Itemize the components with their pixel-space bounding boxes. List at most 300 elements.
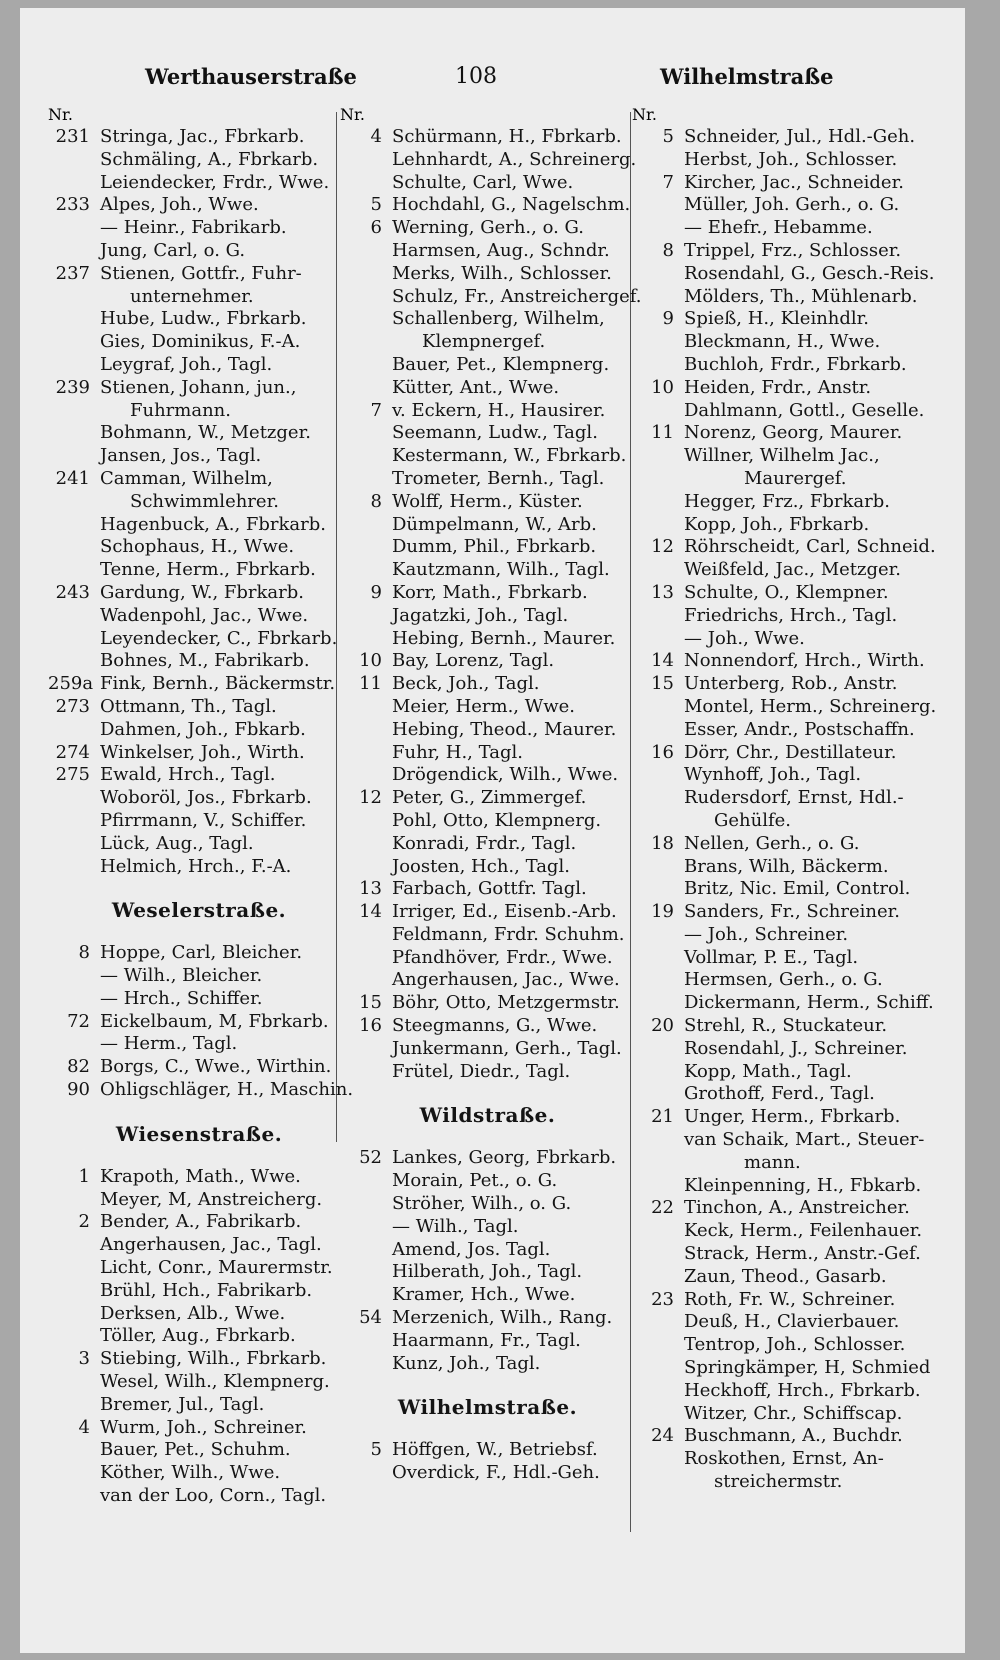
resident-name: Kopp, Math., Tagl.: [684, 1060, 852, 1082]
house-number: [48, 559, 100, 582]
resident-name: Merzenich, Wilh., Rang.: [392, 1307, 613, 1329]
house-number: [632, 1266, 684, 1289]
house-number: [340, 468, 392, 491]
house-number: [48, 286, 100, 309]
resident-name: Drögendick, Wilh., Wwe.: [392, 764, 619, 786]
resident-name: Willner, Wilhelm Jac.,: [684, 445, 880, 467]
house-number: [632, 878, 684, 901]
street-section: [48, 1102, 350, 1508]
directory-entry: [340, 742, 635, 765]
resident-name: Deuß, H., Clavierbauer.: [684, 1311, 900, 1333]
house-number: [340, 1038, 392, 1061]
resident-name: streichermstr.: [714, 1471, 843, 1493]
resident-name: Schulte, O., Klempner.: [684, 581, 889, 603]
house-number: [340, 719, 392, 742]
house-number: 8: [662, 239, 674, 261]
house-number: 259a: [48, 673, 94, 695]
resident-name: Ewald, Hrch., Tagl.: [100, 764, 276, 786]
resident-name: Kunz, Joh., Tagl.: [392, 1352, 541, 1374]
resident-name: Britz, Nic. Emil, Control.: [684, 878, 911, 900]
resident-name: Dickermann, Herm., Schiff.: [684, 992, 934, 1014]
directory-entry: [632, 1471, 957, 1494]
directory-entry: [632, 947, 957, 970]
directory-entry: [340, 1061, 635, 1084]
directory-entry: [632, 924, 957, 947]
directory-entry: [340, 559, 635, 582]
resident-name: unternehmer.: [130, 285, 254, 307]
resident-name: Ströher, Wilh., o. G.: [392, 1193, 572, 1215]
resident-name: Heckhoff, Hrch., Fbrkarb.: [684, 1379, 921, 1401]
directory-entry: [340, 810, 635, 833]
house-number: [632, 992, 684, 1015]
directory-entry: [48, 856, 350, 879]
house-number: 11: [651, 422, 674, 444]
house-number: [632, 491, 684, 514]
resident-name: Steegmanns, G., Wwe.: [392, 1015, 598, 1037]
column-2: [340, 104, 642, 1485]
resident-name: Röhrscheidt, Carl, Schneid.: [684, 536, 936, 558]
resident-name: Witzer, Chr., Schiffscap.: [684, 1402, 903, 1424]
directory-entry: [340, 878, 635, 901]
resident-name: Sanders, Fr., Schreiner.: [684, 901, 901, 923]
house-number: [340, 833, 392, 856]
resident-name: Springkämper, H, Schmied: [684, 1357, 931, 1379]
house-number: 7: [662, 171, 674, 193]
house-number: [48, 833, 100, 856]
house-number: [48, 1325, 100, 1348]
directory-entry: [632, 1175, 957, 1198]
house-number: [48, 491, 100, 514]
resident-name: Morain, Pet., o. G.: [392, 1170, 558, 1192]
house-number: [340, 149, 392, 172]
directory-entry: [48, 1211, 350, 1234]
house-number: [632, 286, 684, 309]
house-number: [48, 172, 100, 195]
house-number: [340, 947, 392, 970]
directory-entry: [632, 1289, 957, 1312]
directory-entry: [48, 1325, 350, 1348]
resident-name: Bleckmann, H., Wwe.: [684, 331, 881, 353]
house-number: [48, 536, 100, 559]
resident-name: Bay, Lorenz, Tagl.: [392, 650, 555, 672]
directory-entry: [632, 263, 957, 286]
directory-entry: [48, 1417, 350, 1440]
house-number: [632, 217, 684, 240]
directory-entry: [632, 422, 957, 445]
directory-entry: [632, 536, 957, 559]
directory-entry: [340, 1330, 635, 1353]
house-number: [340, 1353, 392, 1376]
house-number: [48, 1303, 100, 1326]
directory-entry: [48, 308, 350, 331]
house-number: [632, 810, 684, 833]
directory-entry: [48, 491, 350, 514]
house-number: [340, 354, 392, 377]
house-number: [632, 1083, 684, 1106]
directory-entry: [340, 172, 635, 195]
house-number: [340, 1330, 392, 1353]
resident-name: Konradi, Frdr., Tagl.: [392, 832, 577, 854]
resident-name: Stringa, Jac., Fbrkarb.: [100, 126, 305, 147]
resident-name: Hebing, Bernh., Maurer.: [392, 627, 616, 649]
resident-name: Zaun, Theod., Gasarb.: [684, 1265, 887, 1287]
house-number: 7: [370, 399, 382, 421]
directory-entry: [632, 514, 957, 537]
house-number: [48, 331, 100, 354]
resident-name: Wolff, Herm., Küster.: [392, 490, 583, 512]
house-number: [48, 1371, 100, 1394]
resident-name: Trometer, Bernh., Tagl.: [392, 467, 605, 489]
directory-entry: [632, 1061, 957, 1084]
directory-entry: [340, 377, 635, 400]
house-number: [632, 924, 684, 947]
directory-entry: [632, 810, 957, 833]
directory-entry: [632, 1243, 957, 1266]
resident-name: Feldmann, Frdr. Schuhm.: [392, 923, 625, 945]
house-number: [632, 1334, 684, 1357]
directory-entry: [632, 878, 957, 901]
directory-entry: [632, 354, 957, 377]
house-number: [340, 605, 392, 628]
house-number: [632, 1357, 684, 1380]
house-number: 16: [359, 1015, 382, 1037]
resident-name: Haarmann, Fr., Tagl.: [392, 1329, 581, 1351]
house-number: [632, 1129, 684, 1152]
street-section: [48, 126, 350, 878]
house-number: 13: [651, 581, 674, 603]
directory-entry: [632, 719, 957, 742]
house-number: [340, 172, 392, 195]
resident-name: Bremer, Jul., Tagl.: [100, 1393, 265, 1415]
directory-entry: [48, 354, 350, 377]
directory-entry: [632, 673, 957, 696]
house-number: [48, 1189, 100, 1212]
resident-name: Jansen, Jos., Tagl.: [100, 445, 262, 467]
directory-entry: [632, 468, 957, 491]
directory-entry: [48, 764, 350, 787]
resident-name: Dumm, Phil., Fbrkarb.: [392, 536, 597, 558]
resident-name: Schürmann, H., Fbrkarb.: [392, 126, 622, 147]
house-number: [632, 263, 684, 286]
resident-name: Tentrop, Joh., Schlosser.: [684, 1334, 906, 1356]
directory-entry: [340, 969, 635, 992]
directory-entry: [48, 400, 350, 423]
directory-entry: [632, 742, 957, 765]
resident-name: Joosten, Hch., Tagl.: [392, 855, 570, 877]
resident-name: — Wilh., Bleicher.: [100, 965, 263, 987]
house-number: [632, 1403, 684, 1426]
directory-entry: [340, 650, 635, 673]
directory-entry: [340, 1353, 635, 1376]
house-number: [340, 536, 392, 559]
resident-name: Schulz, Fr., Anstreichergef.: [392, 285, 642, 307]
directory-entry: [48, 650, 350, 673]
house-number: [632, 1061, 684, 1084]
house-number: 11: [359, 673, 382, 695]
directory-entry: [340, 924, 635, 947]
house-number: [340, 764, 392, 787]
resident-name: — Herm., Tagl.: [100, 1033, 238, 1055]
directory-entry: [632, 1448, 957, 1471]
directory-entry: [48, 1485, 350, 1508]
directory-entry: [48, 172, 350, 195]
house-number: 5: [662, 126, 674, 147]
resident-name: Montel, Herm., Schreinerg.: [684, 695, 937, 717]
house-number: [48, 1033, 100, 1056]
resident-name: Tenne, Herm., Fbrkarb.: [100, 559, 316, 581]
house-number: [48, 308, 100, 331]
column-3: [632, 104, 957, 1494]
street-section: [340, 126, 642, 1083]
house-number: [340, 696, 392, 719]
house-number: [48, 988, 100, 1011]
directory-entry: [48, 1348, 350, 1371]
house-number: [340, 1216, 392, 1239]
house-number: [632, 947, 684, 970]
nr-label: Nr.: [340, 105, 365, 124]
house-number: [632, 719, 684, 742]
resident-name: Fink, Bernh., Bäckermstr.: [100, 673, 336, 695]
street-section: [632, 126, 957, 1494]
resident-name: Tinchon, A., Anstreicher.: [684, 1197, 910, 1219]
resident-name: v. Eckern, H., Hausirer.: [392, 399, 606, 421]
directory-entry: [632, 764, 957, 787]
directory-entry: [340, 947, 635, 970]
directory-entry: [632, 331, 957, 354]
house-number: 90: [67, 1079, 90, 1101]
house-number: [340, 240, 392, 263]
directory-entry: [48, 628, 350, 651]
directory-entry: [632, 559, 957, 582]
resident-name: Schmäling, A., Fbrkarb.: [100, 148, 319, 170]
resident-name: — Joh., Wwe.: [684, 627, 805, 649]
resident-name: Lankes, Georg, Fbrkarb.: [392, 1147, 617, 1169]
resident-name: Hube, Ludw., Fbrkarb.: [100, 308, 307, 330]
house-number: [632, 696, 684, 719]
directory-entry: [48, 240, 350, 263]
house-number: 72: [67, 1010, 90, 1032]
resident-name: Dahmen, Joh., Fbkarb.: [100, 718, 306, 740]
directory-entry: [632, 1425, 957, 1448]
resident-name: Fuhrmann.: [130, 399, 231, 421]
house-number: [340, 331, 392, 354]
directory-entry: [632, 1266, 957, 1289]
house-number: [632, 1311, 684, 1334]
resident-name: Friedrichs, Hrch., Tagl.: [684, 604, 898, 626]
directory-entry: [340, 1239, 635, 1262]
directory-entry: [48, 1303, 350, 1326]
right-street-heading: Wilhelmstraße: [660, 64, 834, 89]
house-number: 9: [370, 581, 382, 603]
house-number: [48, 1439, 100, 1462]
resident-name: Pfirrmann, V., Schiffer.: [100, 809, 307, 831]
house-number: [48, 240, 100, 263]
resident-name: Heiden, Frdr., Anstr.: [684, 376, 872, 398]
directory-entry: [632, 240, 957, 263]
house-number: [48, 650, 100, 673]
directory-entry: [48, 217, 350, 240]
resident-name: Overdick, F., Hdl.-Geh.: [392, 1462, 600, 1484]
resident-name: Angerhausen, Jac., Wwe.: [392, 969, 620, 991]
house-number: 5: [370, 1439, 382, 1461]
house-number: 2: [78, 1211, 90, 1233]
house-number: 12: [359, 787, 382, 809]
resident-name: Klempnergef.: [422, 331, 546, 353]
house-number: [340, 263, 392, 286]
directory-entry: [632, 856, 957, 879]
resident-name: Schwimmlehrer.: [130, 490, 279, 512]
house-number: 24: [651, 1425, 674, 1447]
house-number: [340, 377, 392, 400]
resident-name: Hermsen, Gerh., o. G.: [684, 969, 883, 991]
resident-name: Hilberath, Joh., Tagl.: [392, 1261, 583, 1283]
house-number: [48, 810, 100, 833]
resident-name: Weißfeld, Jac., Metzger.: [684, 559, 902, 581]
directory-entry: [632, 1334, 957, 1357]
resident-name: Bauer, Pet., Klempnerg.: [392, 353, 610, 375]
directory-entry: [48, 1189, 350, 1212]
resident-name: Kautzmann, Wilh., Tagl.: [392, 559, 610, 581]
house-number: [340, 1061, 392, 1084]
resident-name: Licht, Conr., Maurermstr.: [100, 1257, 333, 1279]
directory-entry: [632, 1357, 957, 1380]
directory-entry: [340, 331, 635, 354]
directory-entry: [48, 1166, 350, 1189]
resident-name: Farbach, Gottfr. Tagl.: [392, 878, 587, 900]
house-number: 4: [370, 126, 382, 147]
directory-entry: [48, 559, 350, 582]
directory-entry: [632, 628, 957, 651]
directory-entry: [632, 172, 957, 195]
directory-entry: [340, 1170, 635, 1193]
resident-name: Derksen, Alb., Wwe.: [100, 1302, 286, 1324]
house-number: 14: [651, 650, 674, 672]
house-number: [48, 149, 100, 172]
house-number: [632, 1220, 684, 1243]
directory-entry: [632, 1152, 957, 1175]
resident-name: Rosendahl, G., Gesch.-Reis.: [684, 262, 935, 284]
house-number: [340, 1284, 392, 1307]
resident-name: Müller, Joh. Gerh., o. G.: [684, 194, 900, 216]
resident-name: Hagenbuck, A., Fbrkarb.: [100, 513, 327, 535]
resident-name: Roth, Fr. W., Schreiner.: [684, 1288, 896, 1310]
house-number: 275: [55, 764, 90, 786]
directory-entry: [632, 308, 957, 331]
resident-name: Spieß, H., Kleinhdlr.: [684, 308, 870, 330]
directory-entry: [340, 582, 635, 605]
resident-name: Kramer, Hch., Wwe.: [392, 1284, 576, 1306]
house-number: 21: [651, 1106, 674, 1128]
directory-entry: [48, 1439, 350, 1462]
resident-name: mann.: [744, 1151, 801, 1173]
resident-name: Höffgen, W., Betriebsf.: [392, 1439, 598, 1461]
directory-entry: [632, 217, 957, 240]
directory-entry: [632, 286, 957, 309]
resident-name: Bauer, Pet., Schuhm.: [100, 1439, 291, 1461]
directory-entry: [340, 764, 635, 787]
directory-entry: [340, 1015, 635, 1038]
resident-name: Woboröl, Jos., Fbrkarb.: [100, 787, 312, 809]
resident-name: Vollmar, P. E., Tagl.: [684, 946, 859, 968]
house-number: [48, 400, 100, 423]
directory-entry: [340, 285, 642, 309]
directory-entry: [48, 1257, 350, 1280]
house-number: [340, 969, 392, 992]
directory-entry: [340, 491, 635, 514]
house-number: 15: [651, 673, 674, 695]
directory-entry: [632, 696, 957, 719]
directory-entry: [48, 514, 350, 537]
resident-name: Amend, Jos. Tagl.: [392, 1238, 551, 1260]
resident-name: Töller, Aug., Fbrkarb.: [100, 1325, 296, 1347]
resident-name: Köther, Wilh., Wwe.: [100, 1462, 281, 1484]
resident-name: Schophaus, H., Wwe.: [100, 536, 295, 558]
resident-name: Böhr, Otto, Metzgermstr.: [392, 992, 620, 1014]
resident-name: Angerhausen, Jac., Tagl.: [100, 1234, 322, 1256]
house-number: 10: [359, 650, 382, 672]
house-number: [340, 422, 392, 445]
directory-entry: [632, 1083, 957, 1106]
directory-entry: [632, 650, 957, 673]
house-number: 22: [651, 1197, 674, 1219]
resident-name: Grothoff, Ferd., Tagl.: [684, 1083, 875, 1105]
resident-name: Kircher, Jac., Schneider.: [684, 171, 904, 193]
house-number: [340, 286, 392, 309]
directory-entry: [632, 400, 957, 423]
directory-entry: [48, 331, 350, 354]
house-number: [632, 1038, 684, 1061]
house-number: [632, 1175, 684, 1198]
house-number: [48, 217, 100, 240]
directory-entry: [340, 1307, 635, 1330]
directory-entry: [632, 1038, 957, 1061]
directory-entry: [632, 787, 957, 810]
resident-name: Krapoth, Math., Wwe.: [100, 1165, 301, 1187]
house-number: 243: [55, 581, 90, 603]
house-number: 233: [55, 194, 90, 216]
house-number: [340, 1170, 392, 1193]
resident-name: Wurm, Joh., Schreiner.: [100, 1416, 307, 1438]
resident-name: Dümpelmann, W., Arb.: [392, 513, 597, 535]
resident-name: Strehl, R., Stuckateur.: [684, 1015, 888, 1037]
house-number: [48, 422, 100, 445]
directory-entry: [340, 673, 635, 696]
resident-name: Pfandhöver, Frdr., Wwe.: [392, 946, 613, 968]
directory-entry: [340, 194, 635, 217]
house-number: [632, 787, 684, 810]
directory-entry: [48, 942, 350, 965]
directory-entry: [632, 582, 957, 605]
directory-entry: [632, 377, 957, 400]
directory-page: [20, 8, 965, 1653]
resident-name: Herbst, Joh., Schlosser.: [684, 148, 898, 170]
street-section: [340, 1375, 635, 1485]
resident-name: Fuhr, H., Tagl.: [392, 741, 523, 763]
house-number: [632, 468, 684, 491]
directory-entry: [632, 605, 957, 628]
house-number: 1: [78, 1165, 90, 1187]
resident-name: Hoppe, Carl, Bleicher.: [100, 942, 303, 964]
directory-entry: [48, 1394, 350, 1417]
directory-entry: [340, 263, 635, 286]
directory-entry: [632, 992, 957, 1015]
house-number: 239: [55, 376, 90, 398]
resident-name: Jagatzki, Joh., Tagl.: [392, 604, 569, 626]
resident-name: Harmsen, Aug., Schndr.: [392, 239, 610, 261]
directory-entry: [340, 1284, 635, 1307]
house-number: 19: [651, 901, 674, 923]
directory-entry: [632, 969, 957, 992]
